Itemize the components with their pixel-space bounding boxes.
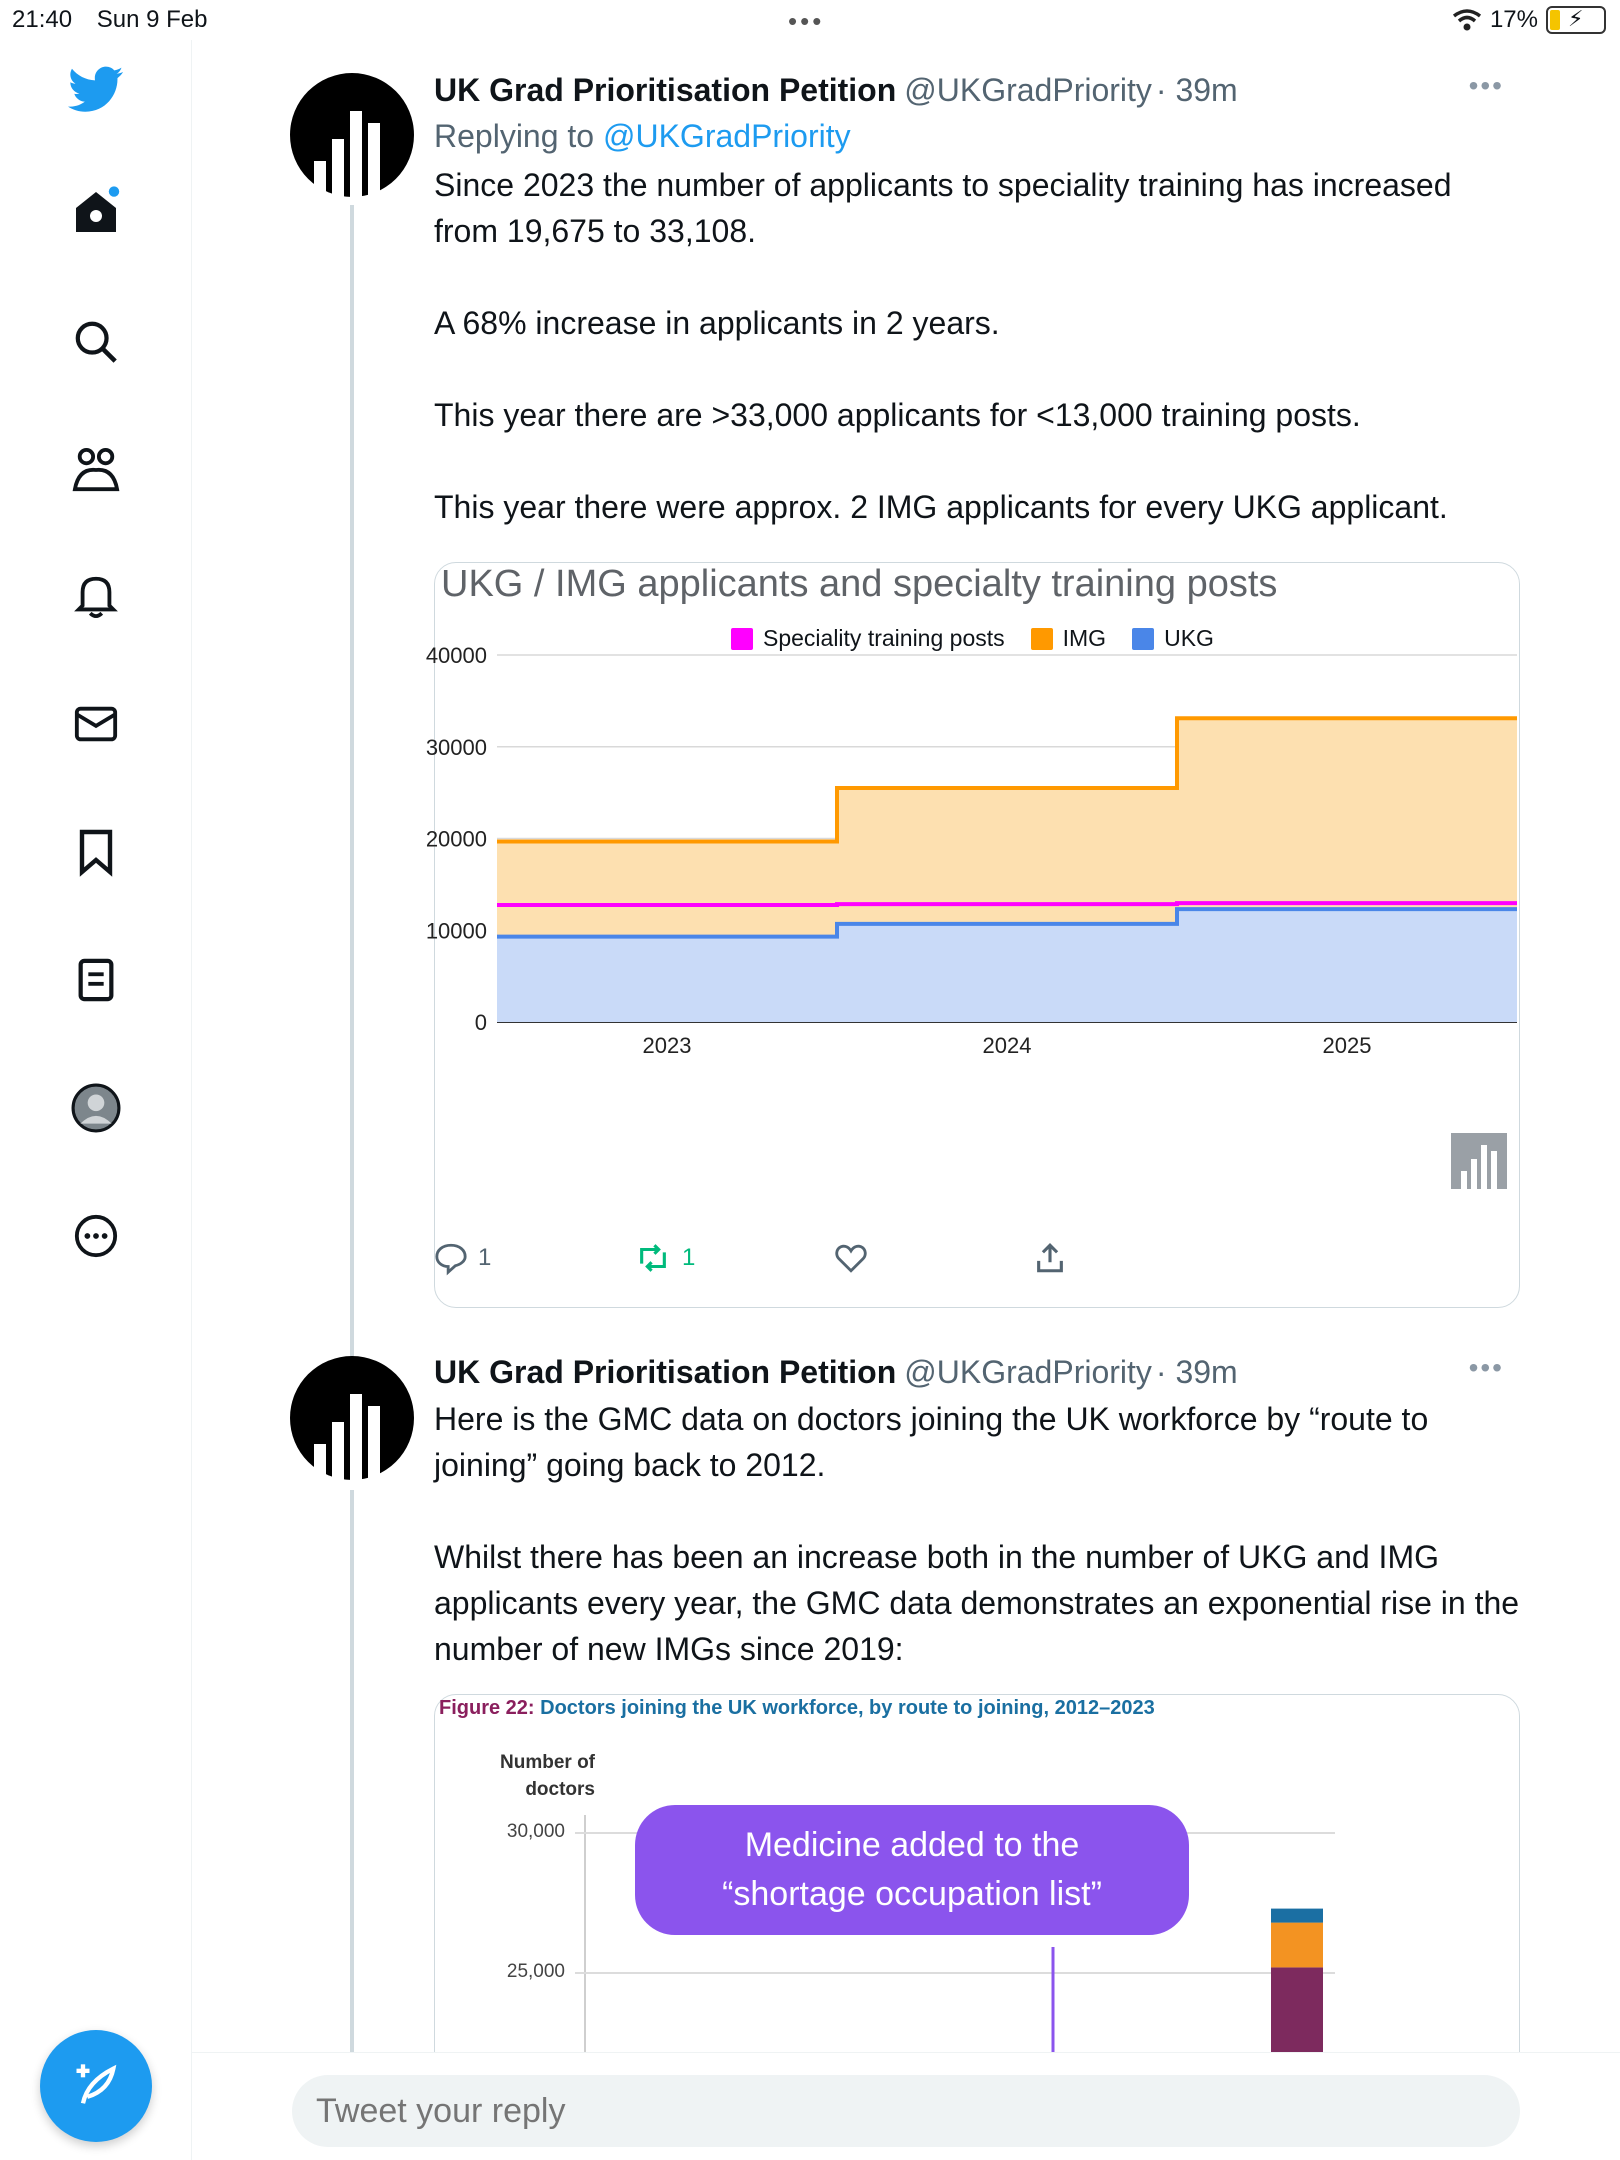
- messages-mail-icon[interactable]: [66, 694, 126, 754]
- y-tick-label: 10000: [425, 918, 487, 944]
- tweet-2-header: [434, 1352, 1524, 1392]
- y-tick-label: 30000: [425, 734, 487, 760]
- battery-icon: ⚡: [1546, 6, 1606, 34]
- more-options-icon[interactable]: [66, 1206, 126, 1266]
- retweet-button[interactable]: [634, 1241, 695, 1275]
- figure-y-tick: 30,000: [506, 1821, 565, 1842]
- chart-image[interactable]: [425, 562, 1520, 1308]
- compose-feather-icon: [70, 2060, 122, 2112]
- y-tick-label: 40000: [425, 643, 487, 668]
- status-time: 21:40: [12, 6, 73, 33]
- tweet-paragraph: This year there were approx. 2 IMG applicants for every UKG applicant.: [434, 489, 1448, 525]
- reply-bar: [192, 2052, 1620, 2160]
- stacked-bar-segment: [1271, 1923, 1323, 1968]
- y-axis-label-line: doctors: [525, 1779, 595, 1800]
- status-date: Sun 9 Feb: [96, 6, 208, 33]
- gmc-figure-image[interactable]: [434, 1694, 1520, 2114]
- stacked-bar-segment: [1271, 1909, 1323, 1923]
- reply-icon: [434, 1241, 468, 1275]
- sidebar: [0, 40, 192, 2160]
- tweet-paragraph: This year there are >33,000 applicants for <13,000 training posts.: [434, 397, 1361, 433]
- status-bar: [0, 0, 1620, 40]
- annotation-line: “shortage occupation list”: [722, 1875, 1102, 1913]
- tweet-1-more-icon[interactable]: •••: [1468, 70, 1504, 101]
- y-tick-label: 20000: [425, 826, 487, 852]
- tweet-1[interactable]: [290, 70, 1530, 1340]
- heart-icon: [834, 1242, 868, 1274]
- like-button[interactable]: [834, 1242, 868, 1274]
- legend-label: IMG: [1062, 625, 1107, 651]
- share-icon: [1034, 1241, 1066, 1275]
- explore-search-icon[interactable]: [66, 312, 126, 372]
- x-tick-label: 2023: [642, 1033, 692, 1058]
- tweet-time: · 39m: [1155, 72, 1238, 108]
- tweet-1-avatar[interactable]: [290, 73, 414, 197]
- bookmarks-icon[interactable]: [66, 822, 126, 882]
- share-button[interactable]: [1034, 1241, 1066, 1275]
- author-handle[interactable]: @UKGradPriority: [904, 1354, 1152, 1390]
- profile-avatar-icon[interactable]: [66, 1078, 126, 1138]
- replying-to-label: Replying to: [434, 118, 595, 154]
- tweet-paragraph: Whilst there has been an increase both in the number of UKG and IMG applicants every year, the GMC data demonstrates an exponential rise in the number of new IMGs since 2019:: [434, 1539, 1520, 1667]
- tweet-2-text: [434, 1396, 1524, 1672]
- tweet-2[interactable]: [290, 1352, 1530, 2052]
- y-axis-label-line: Number of: [500, 1752, 595, 1773]
- retweet-count: 1: [682, 1244, 696, 1271]
- wifi-icon: [1452, 8, 1482, 32]
- tweet-1-text: [434, 162, 1524, 530]
- legend-label: Speciality training posts: [763, 625, 1005, 651]
- watermark-logo-icon: [1451, 1133, 1507, 1189]
- tweet-1-header: [434, 70, 1524, 110]
- author-name[interactable]: UK Grad Prioritisation Petition: [434, 72, 897, 108]
- chart-title: UKG / IMG applicants and specialty training posts: [441, 563, 1278, 605]
- battery-percent: 17%: [1489, 6, 1538, 33]
- twitter-logo-icon[interactable]: [66, 60, 126, 120]
- legend-label: UKG: [1164, 625, 1214, 651]
- replying-to-link[interactable]: @UKGradPriority: [602, 118, 851, 154]
- figure-y-tick: 25,000: [506, 1961, 565, 1982]
- figure-caption: Doctors joining the UK workforce, by route to joining, 2012–2023: [540, 1697, 1155, 1719]
- lists-icon[interactable]: [66, 950, 126, 1010]
- x-tick-label: 2025: [1322, 1033, 1372, 1058]
- author-name[interactable]: UK Grad Prioritisation Petition: [434, 1354, 897, 1390]
- thread-line: [350, 205, 354, 1420]
- communities-icon[interactable]: [66, 440, 126, 500]
- tweet-2-more-icon[interactable]: •••: [1468, 1352, 1504, 1383]
- shortage-list-annotation: [635, 1805, 1189, 1935]
- notifications-bell-icon[interactable]: [66, 566, 126, 626]
- applicants-chart: [425, 563, 1521, 1309]
- tweet-paragraph: A 68% increase in applicants in 2 years.: [434, 305, 1000, 341]
- y-tick-label: 0: [474, 1010, 487, 1035]
- multitask-dots-icon[interactable]: •••: [788, 6, 825, 36]
- tweet-paragraph: Here is the GMC data on doctors joining the UK workforce by “route to joining” going back to 2012.: [434, 1401, 1429, 1483]
- series-line-speciality-training-posts: [497, 903, 1517, 905]
- x-tick-label: 2024: [982, 1033, 1032, 1058]
- replying-to: [434, 116, 1524, 156]
- tweet-paragraph: Since 2023 the number of applicants to speciality training has increased from 19,675 to 33,108.: [434, 167, 1452, 249]
- retweet-icon: [634, 1241, 672, 1275]
- reply-count: 1: [478, 1244, 492, 1271]
- reply-button[interactable]: [434, 1241, 491, 1275]
- tweet-2-avatar[interactable]: [290, 1356, 414, 1480]
- tweet-time: · 39m: [1155, 1354, 1238, 1390]
- compose-tweet-button[interactable]: [40, 2030, 152, 2142]
- figure-number: Figure 22:: [439, 1697, 535, 1719]
- annotation-line: Medicine added to the: [744, 1826, 1080, 1864]
- tweet-reply-input[interactable]: [292, 2075, 1520, 2147]
- home-icon[interactable]: [66, 182, 126, 242]
- author-handle[interactable]: @UKGradPriority: [904, 72, 1152, 108]
- thread-line: [350, 1490, 354, 2052]
